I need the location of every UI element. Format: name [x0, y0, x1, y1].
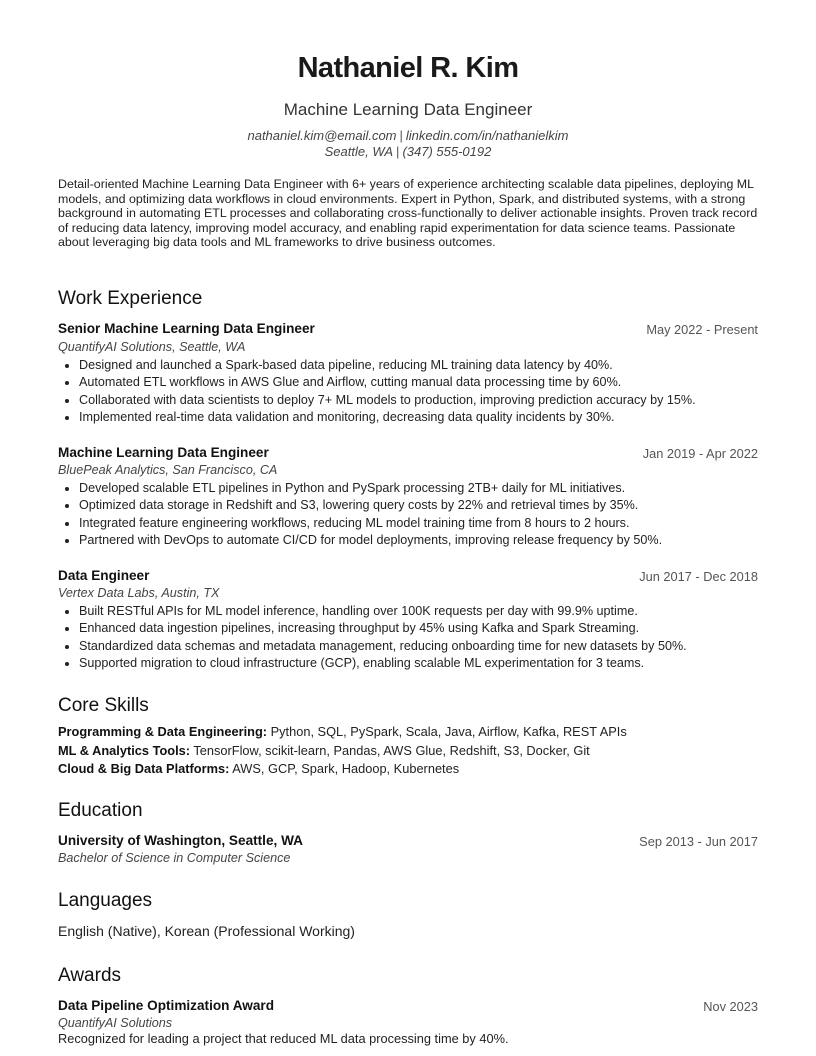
phone-text: (347) 555-0192 — [402, 144, 492, 159]
bullet-item: • Supported migration to cloud infrastructure (GCP), enabling scalable ML experimentation for 3 teams. — [79, 655, 789, 672]
candidate-name: Nathaniel R. Kim — [297, 52, 519, 84]
job-title: Senior Machine Learning Data Engineer — [58, 321, 315, 336]
job-bullets — [58, 480, 789, 550]
location-text: Seattle, WA — [324, 144, 394, 159]
professional-summary: Detail-oriented Machine Learning Data Engineer with 6+ years of experience architecting scalable data pipelines, deploying ML models, and optimizing data workflows in cloud environments. Expert in Python, Spark, and distributed systems, with a strong background in automating ETL processes and collaborating cross-functionally to deliver actionable insights. Proven track record of reducing data latency, improving model accuracy, and enabling rapid experimentation for data science teams. Passionate about leveraging big data tools and ML frameworks to drive business outcomes. — [58, 177, 758, 250]
job-dates: Jan 2019 - Apr 2022 — [642, 446, 758, 461]
section-heading-awards: Awards — [58, 965, 122, 986]
job-title: Data Engineer — [58, 568, 150, 583]
bullet-item: • Developed scalable ETL pipelines in Python and PySpark processing 2TB+ daily for ML initiatives. — [79, 480, 789, 497]
section-heading-education: Education — [58, 800, 143, 821]
skill-values: Python, SQL, PySpark, Scala, Java, Airflow, Kafka, REST APIs — [270, 724, 627, 739]
email-link[interactable]: nathaniel.kim@email.com — [247, 128, 397, 143]
bullet-item: • Partnered with DevOps to automate CI/CD for model deployments, improving release frequency by 50%. — [79, 532, 789, 549]
skill-values: AWS, GCP, Spark, Hadoop, Kubernetes — [232, 761, 460, 776]
job-company: Vertex Data Labs, Austin, TX — [58, 586, 220, 600]
award-title: Data Pipeline Optimization Award — [58, 998, 275, 1013]
skill-category: Programming & Data Engineering: — [58, 724, 268, 739]
linkedin-link[interactable]: linkedin.com/in/nathanielkim — [405, 128, 569, 143]
candidate-title: Machine Learning Data Engineer — [283, 100, 533, 119]
award-organization: QuantifyAI Solutions — [58, 1016, 173, 1030]
education-dates: Sep 2013 - Jun 2017 — [639, 834, 758, 849]
contact-line-2 — [0, 144, 816, 159]
section-heading-languages: Languages — [58, 890, 153, 911]
bullet-item: • Enhanced data ingestion pipelines, increasing throughput by 45% using Kafka and Spark Streaming. — [79, 620, 789, 637]
job-company: BluePeak Analytics, San Francisco, CA — [58, 463, 278, 477]
bullet-item: • Implemented real-time data validation and monitoring, decreasing data quality incidents by 30%. — [79, 409, 789, 426]
award-date: Nov 2023 — [703, 999, 758, 1014]
section-heading-skills: Core Skills — [58, 695, 149, 716]
section-heading-experience: Work Experience — [58, 288, 203, 309]
bullet-item: • Designed and launched a Spark-based data pipeline, reducing ML training data latency by 40%. — [79, 357, 789, 374]
bullet-item: • Integrated feature engineering workflows, reducing ML model training time from 8 hours to 2 hours. — [79, 515, 789, 532]
skill-category: ML & Analytics Tools: — [58, 743, 191, 758]
job-title: Machine Learning Data Engineer — [58, 445, 269, 460]
languages-list: English (Native), Korean (Professional Working) — [58, 923, 355, 939]
contact-separator: | — [399, 128, 403, 143]
bullet-item: • Built RESTful APIs for ML model inference, handling over 100K requests per day with 99.9% uptime. — [79, 603, 789, 620]
skill-category: Cloud & Big Data Platforms: — [58, 761, 230, 776]
skill-line — [58, 761, 459, 776]
skill-line — [58, 743, 590, 758]
contact-separator: | — [396, 144, 400, 159]
job-company: QuantifyAI Solutions, Seattle, WA — [58, 340, 246, 354]
bullet-item: • Standardized data schemas and metadata management, reducing onboarding time for new datasets by 50%. — [79, 638, 789, 655]
job-dates: May 2022 - Present — [646, 322, 758, 337]
contact-line-1 — [0, 128, 816, 143]
school-name: University of Washington, Seattle, WA — [58, 833, 303, 848]
skill-values: TensorFlow, scikit-learn, Pandas, AWS Glue, Redshift, S3, Docker, Git — [193, 743, 590, 758]
bullet-item: • Optimized data storage in Redshift and S3, lowering query costs by 22% and retrieval times by 35%. — [79, 497, 789, 514]
job-bullets — [58, 357, 789, 427]
skill-line — [58, 724, 627, 739]
job-dates: Jun 2017 - Dec 2018 — [639, 569, 758, 584]
bullet-item: • Collaborated with data scientists to deploy 7+ ML models to production, improving prediction accuracy by 15%. — [79, 392, 789, 409]
degree: Bachelor of Science in Computer Science — [58, 851, 291, 865]
job-bullets — [58, 603, 789, 673]
award-description: Recognized for leading a project that reduced ML data processing time by 40%. — [58, 1031, 509, 1046]
bullet-item: • Automated ETL workflows in AWS Glue and Airflow, cutting manual data processing time by 60%. — [79, 374, 789, 391]
